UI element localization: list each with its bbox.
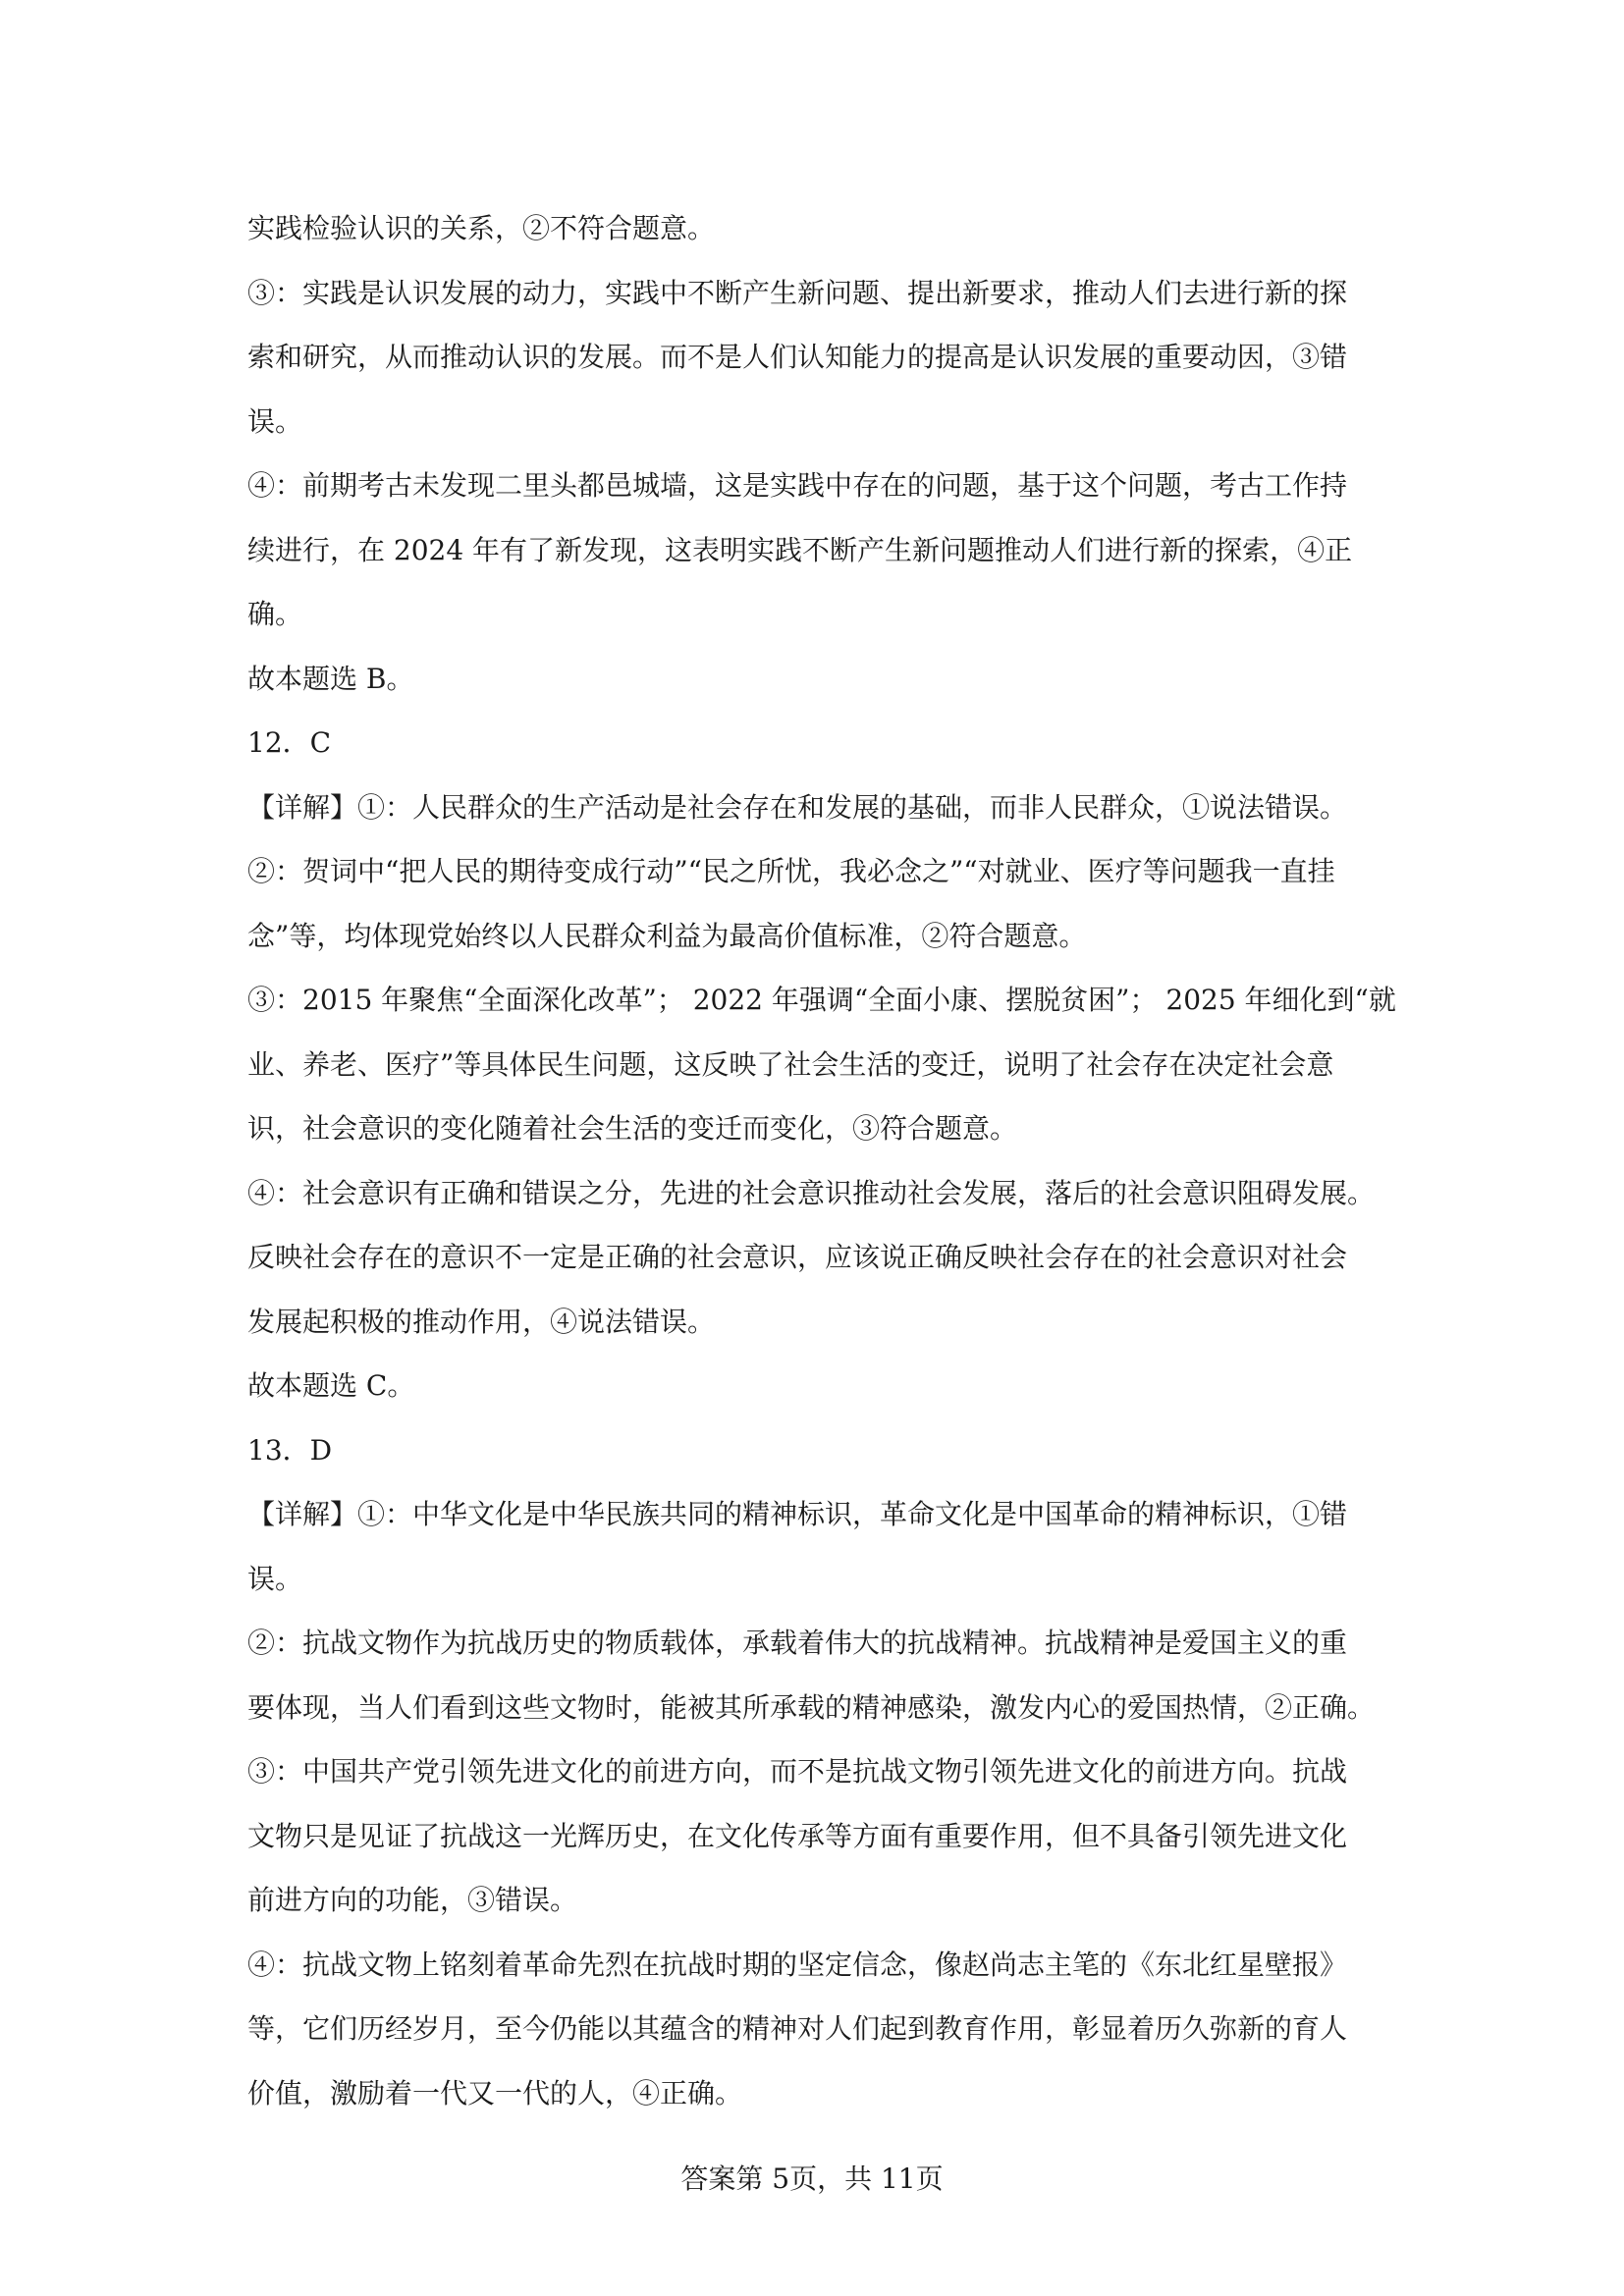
text-line: 反映社会存在的意识不一定是正确的社会意识，应该说正确反映社会存在的社会意识对社会 <box>247 1241 1348 1273</box>
text-line: 念”等，均体现党始终以人民群众利益为最高价值标准，②符合题意。 <box>247 919 1087 952</box>
conclusion-line: 故本题选 C。 <box>247 1369 415 1402</box>
text-line: 前进方向的功能，③错误。 <box>247 1884 578 1916</box>
conclusion-line: 故本题选 B。 <box>247 662 414 695</box>
text-line: 误。 <box>247 1562 303 1595</box>
text-line: 索和研究，从而推动认识的发展。而不是人们认知能力的提高是认识发展的重要动因，③错 <box>247 341 1348 373</box>
text-line: 文物只是见证了抗战这一光辉历史，在文化传承等方面有重要作用，但不具备引领先进文化 <box>247 1819 1348 1852</box>
text-line: 实践检验认识的关系，②不符合题意。 <box>247 212 716 244</box>
text-line: 【详解】①：人民群众的生产活动是社会存在和发展的基础，而非人民群众，①说法错误。 <box>247 790 1348 824</box>
text-line: 确。 <box>247 598 303 630</box>
text-line: 续进行，在 2024 年有了新发现，这表明实践不断产生新问题推动人们进行新的探索，④正 <box>247 533 1353 566</box>
text-line: ③：中国共产党引领先进文化的前进方向，而不是抗战文物引领先进文化的前进方向。抗战 <box>247 1755 1348 1788</box>
text-line: 业、养老、医疗”等具体民生问题，这反映了社会生活的变迁，说明了社会存在决定社会意 <box>247 1047 1334 1081</box>
answer-text-body <box>247 196 1396 2125</box>
question-answer-heading: 12．C <box>247 726 332 759</box>
text-line: 发展起积极的推动作用，④说法错误。 <box>247 1305 716 1338</box>
text-line: ③：2015 年聚焦“全面深化改革”； 2022 年强调“全面小康、摆脱贫困”； 2025 年细化到“就 <box>247 984 1396 1016</box>
text-line: ④：社会意识有正确和错误之分，先进的社会意识推动社会发展，落后的社会意识阻碍发展。 <box>247 1176 1376 1209</box>
text-line: 要体现，当人们看到这些文物时，能被其所承载的精神感染，激发内心的爱国热情，②正确。 <box>247 1690 1376 1724</box>
text-line: 价值，激励着一代又一代的人，④正确。 <box>247 2076 743 2109</box>
question-answer-heading: 13．D <box>247 1433 333 1467</box>
text-line: 误。 <box>247 404 303 438</box>
text-line: ④：前期考古未发现二里头都邑城墙，这是实践中存在的问题，基于这个问题，考古工作持 <box>247 469 1348 502</box>
text-line: ②：抗战文物作为抗战历史的物质载体，承载着伟大的抗战精神。抗战精神是爱国主义的重 <box>247 1627 1348 1659</box>
text-line: 等，它们历经岁月，至今仍能以其蕴含的精神对人们起到教育作用，彰显着历久弥新的育人 <box>247 2012 1348 2045</box>
text-line: 【详解】①：中华文化是中华民族共同的精神标识，革命文化是中国革命的精神标识，①错 <box>247 1498 1348 1530</box>
page-footer: 答案第 5页，共 11页 <box>680 2163 944 2195</box>
text-line: ③：实践是认识发展的动力，实践中不断产生新问题、提出新要求，推动人们去进行新的探 <box>247 276 1348 309</box>
text-line: 识，社会意识的变化随着社会生活的变迁而变化，③符合题意。 <box>247 1112 1018 1145</box>
text-line: ②：贺词中“把人民的期待变成行动”“民之所忧，我必念之”“对就业、医疗等问题我一直挂 <box>247 855 1335 887</box>
text-line: ④：抗战文物上铭刻着革命先烈在抗战时期的坚定信念，像赵尚志主笔的《东北红星壁报》 <box>247 1948 1348 1981</box>
